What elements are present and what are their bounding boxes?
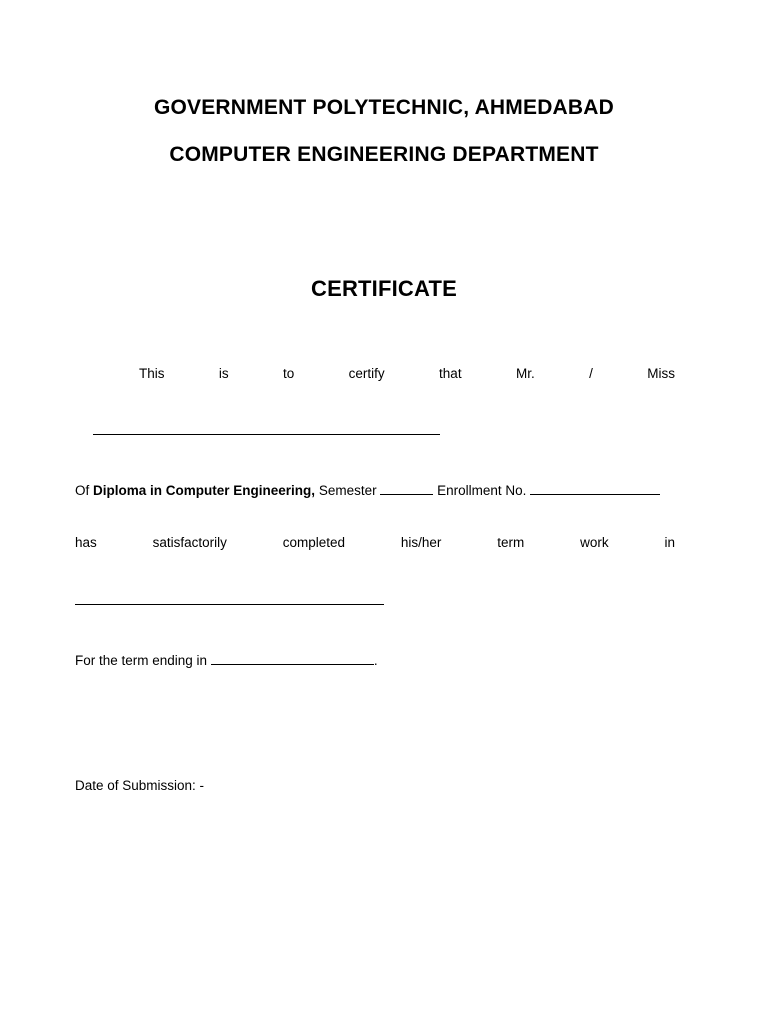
certificate-title: CERTIFICATE (310, 276, 457, 301)
enrollment-label: Enrollment No. (437, 483, 527, 498)
program-name: Diploma in Computer Engineering, (93, 483, 316, 498)
completed-word: work (580, 535, 609, 550)
term-ending-line (75, 652, 378, 668)
subject-blank (75, 604, 384, 605)
certify-word: Mr. (515, 366, 535, 381)
certify-word: This (139, 366, 165, 381)
diploma-line (75, 482, 660, 498)
certify-word: is (218, 366, 229, 381)
certify-word: / (589, 366, 593, 381)
certify-statement (139, 366, 675, 381)
enrollment-blank (530, 482, 660, 495)
completed-word: his/her (400, 535, 442, 550)
semester-label: Semester (318, 483, 377, 498)
term-ending-period: . (373, 653, 378, 668)
certify-word: to (283, 366, 295, 381)
term-ending-label: For the term ending in (75, 653, 208, 668)
completed-word: in (664, 535, 675, 550)
term-ending-blank (211, 652, 374, 665)
department-title: COMPUTER ENGINEERING DEPARTMENT (169, 143, 599, 166)
completed-word: has (75, 535, 97, 550)
certify-word: that (439, 366, 462, 381)
completed-word: satisfactorily (152, 535, 227, 550)
completed-word: completed (282, 535, 346, 550)
of-prefix: Of (75, 483, 90, 498)
certify-word: Miss (647, 366, 675, 381)
date-of-submission: Date of Submission: - (75, 778, 205, 793)
completed-word: term (497, 535, 525, 550)
semester-blank (380, 482, 433, 495)
completed-statement (75, 535, 675, 550)
page-title: GOVERNMENT POLYTECHNIC, AHMEDABAD (153, 96, 615, 119)
student-name-blank (93, 434, 440, 435)
certify-word: certify (348, 366, 385, 381)
